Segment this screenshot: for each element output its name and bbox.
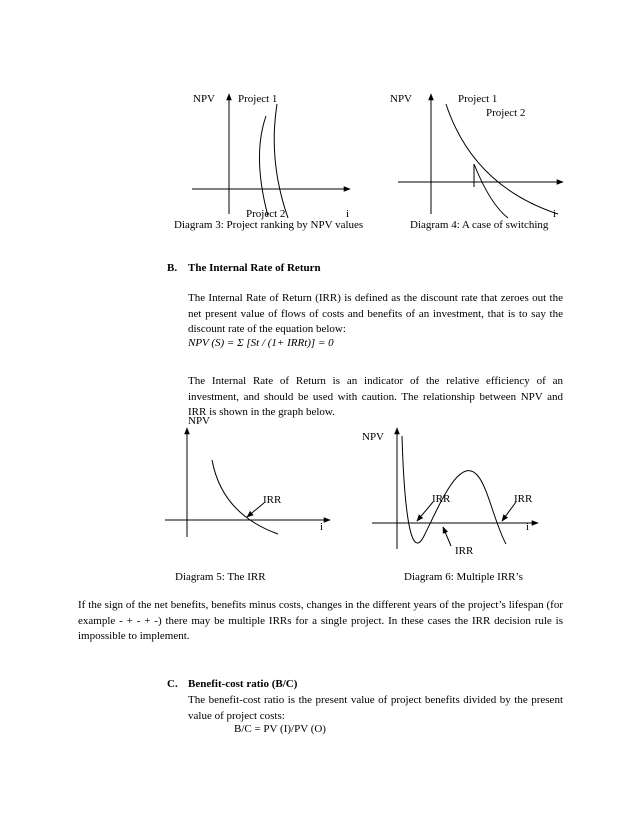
- npv-label: NPV: [188, 415, 211, 427]
- irr-label-2: IRR: [455, 545, 474, 557]
- irr-label: IRR: [263, 494, 282, 506]
- irr-arrow-1: [417, 502, 433, 521]
- irr-label-3: IRR: [514, 493, 533, 505]
- diagram-6-caption: Diagram 6: Multiple IRR’s: [404, 571, 523, 583]
- irr-arrow: [247, 503, 264, 517]
- project-2-label: Project 2: [246, 208, 286, 220]
- i-label: i: [526, 521, 530, 533]
- diagram-3: [180, 86, 370, 221]
- project-2-curve: [274, 104, 288, 218]
- i-label: i: [346, 208, 350, 220]
- irr-formula: NPV (S) = Σ [St / (1+ IRRt)] = 0: [188, 337, 334, 349]
- irr-label-1: IRR: [432, 493, 451, 505]
- project-1-label: Project 1: [238, 93, 278, 105]
- irr-arrow-2: [443, 527, 451, 546]
- i-label: i: [320, 521, 324, 533]
- diagram-3-caption: Diagram 3: Project ranking by NPV values: [174, 219, 364, 231]
- irr-definition-paragraph: The Internal Rate of Return (IRR) is defined as the discount rate that zeroes out the net present value of flows of costs and benefits of an investment, that is to say the discount rate of the equation below:: [188, 292, 563, 335]
- benefit-cost-formula: B/C = PV (I)/PV (O): [234, 723, 326, 735]
- diagram-4: [388, 86, 568, 221]
- diagram-4-caption: Diagram 4: A case of switching: [410, 219, 549, 231]
- project-2-label: Project 2: [486, 107, 526, 119]
- i-label: i: [553, 208, 557, 220]
- multiple-irr-paragraph: If the sign of the net benefits, benefits minus costs, changes in the different years of the project’s lifespan (for example - + - + -) there may be multiple IRRs for a single project. In these cases the IRR decision rule is impossible to implement.: [78, 599, 563, 642]
- project-2-curve: [474, 164, 508, 218]
- diagram-5-caption: Diagram 5: The IRR: [175, 571, 266, 583]
- section-b-heading: The Internal Rate of Return: [188, 262, 321, 274]
- npv-label: NPV: [193, 93, 216, 105]
- npv-label: NPV: [362, 431, 385, 443]
- diagram-5: [160, 414, 340, 539]
- diagram-3-graph: [180, 86, 370, 221]
- diagram-6: [360, 424, 545, 559]
- npv-curve: [402, 436, 506, 544]
- irr-relationship-paragraph: The Internal Rate of Return is an indicator of the relative efficiency of an investment, and should be used with caution. The relationship between NPV and IRR is shown in the graph below.: [188, 375, 563, 418]
- section-b-marker: B.: [167, 262, 178, 274]
- project-1-curve: [446, 104, 558, 214]
- project-1-label: Project 1: [458, 93, 498, 105]
- section-c-heading: Benefit-cost ratio (B/C): [188, 678, 298, 690]
- section-c-marker: C.: [167, 678, 178, 690]
- benefit-cost-paragraph: The benefit-cost ratio is the present value of project benefits divided by the present value of project costs:: [188, 694, 563, 722]
- diagram-6-graph: [360, 424, 545, 559]
- project-1-curve: [259, 116, 268, 216]
- diagram-5-graph: [160, 414, 340, 539]
- npv-label: NPV: [390, 93, 413, 105]
- diagram-4-graph: [388, 86, 568, 221]
